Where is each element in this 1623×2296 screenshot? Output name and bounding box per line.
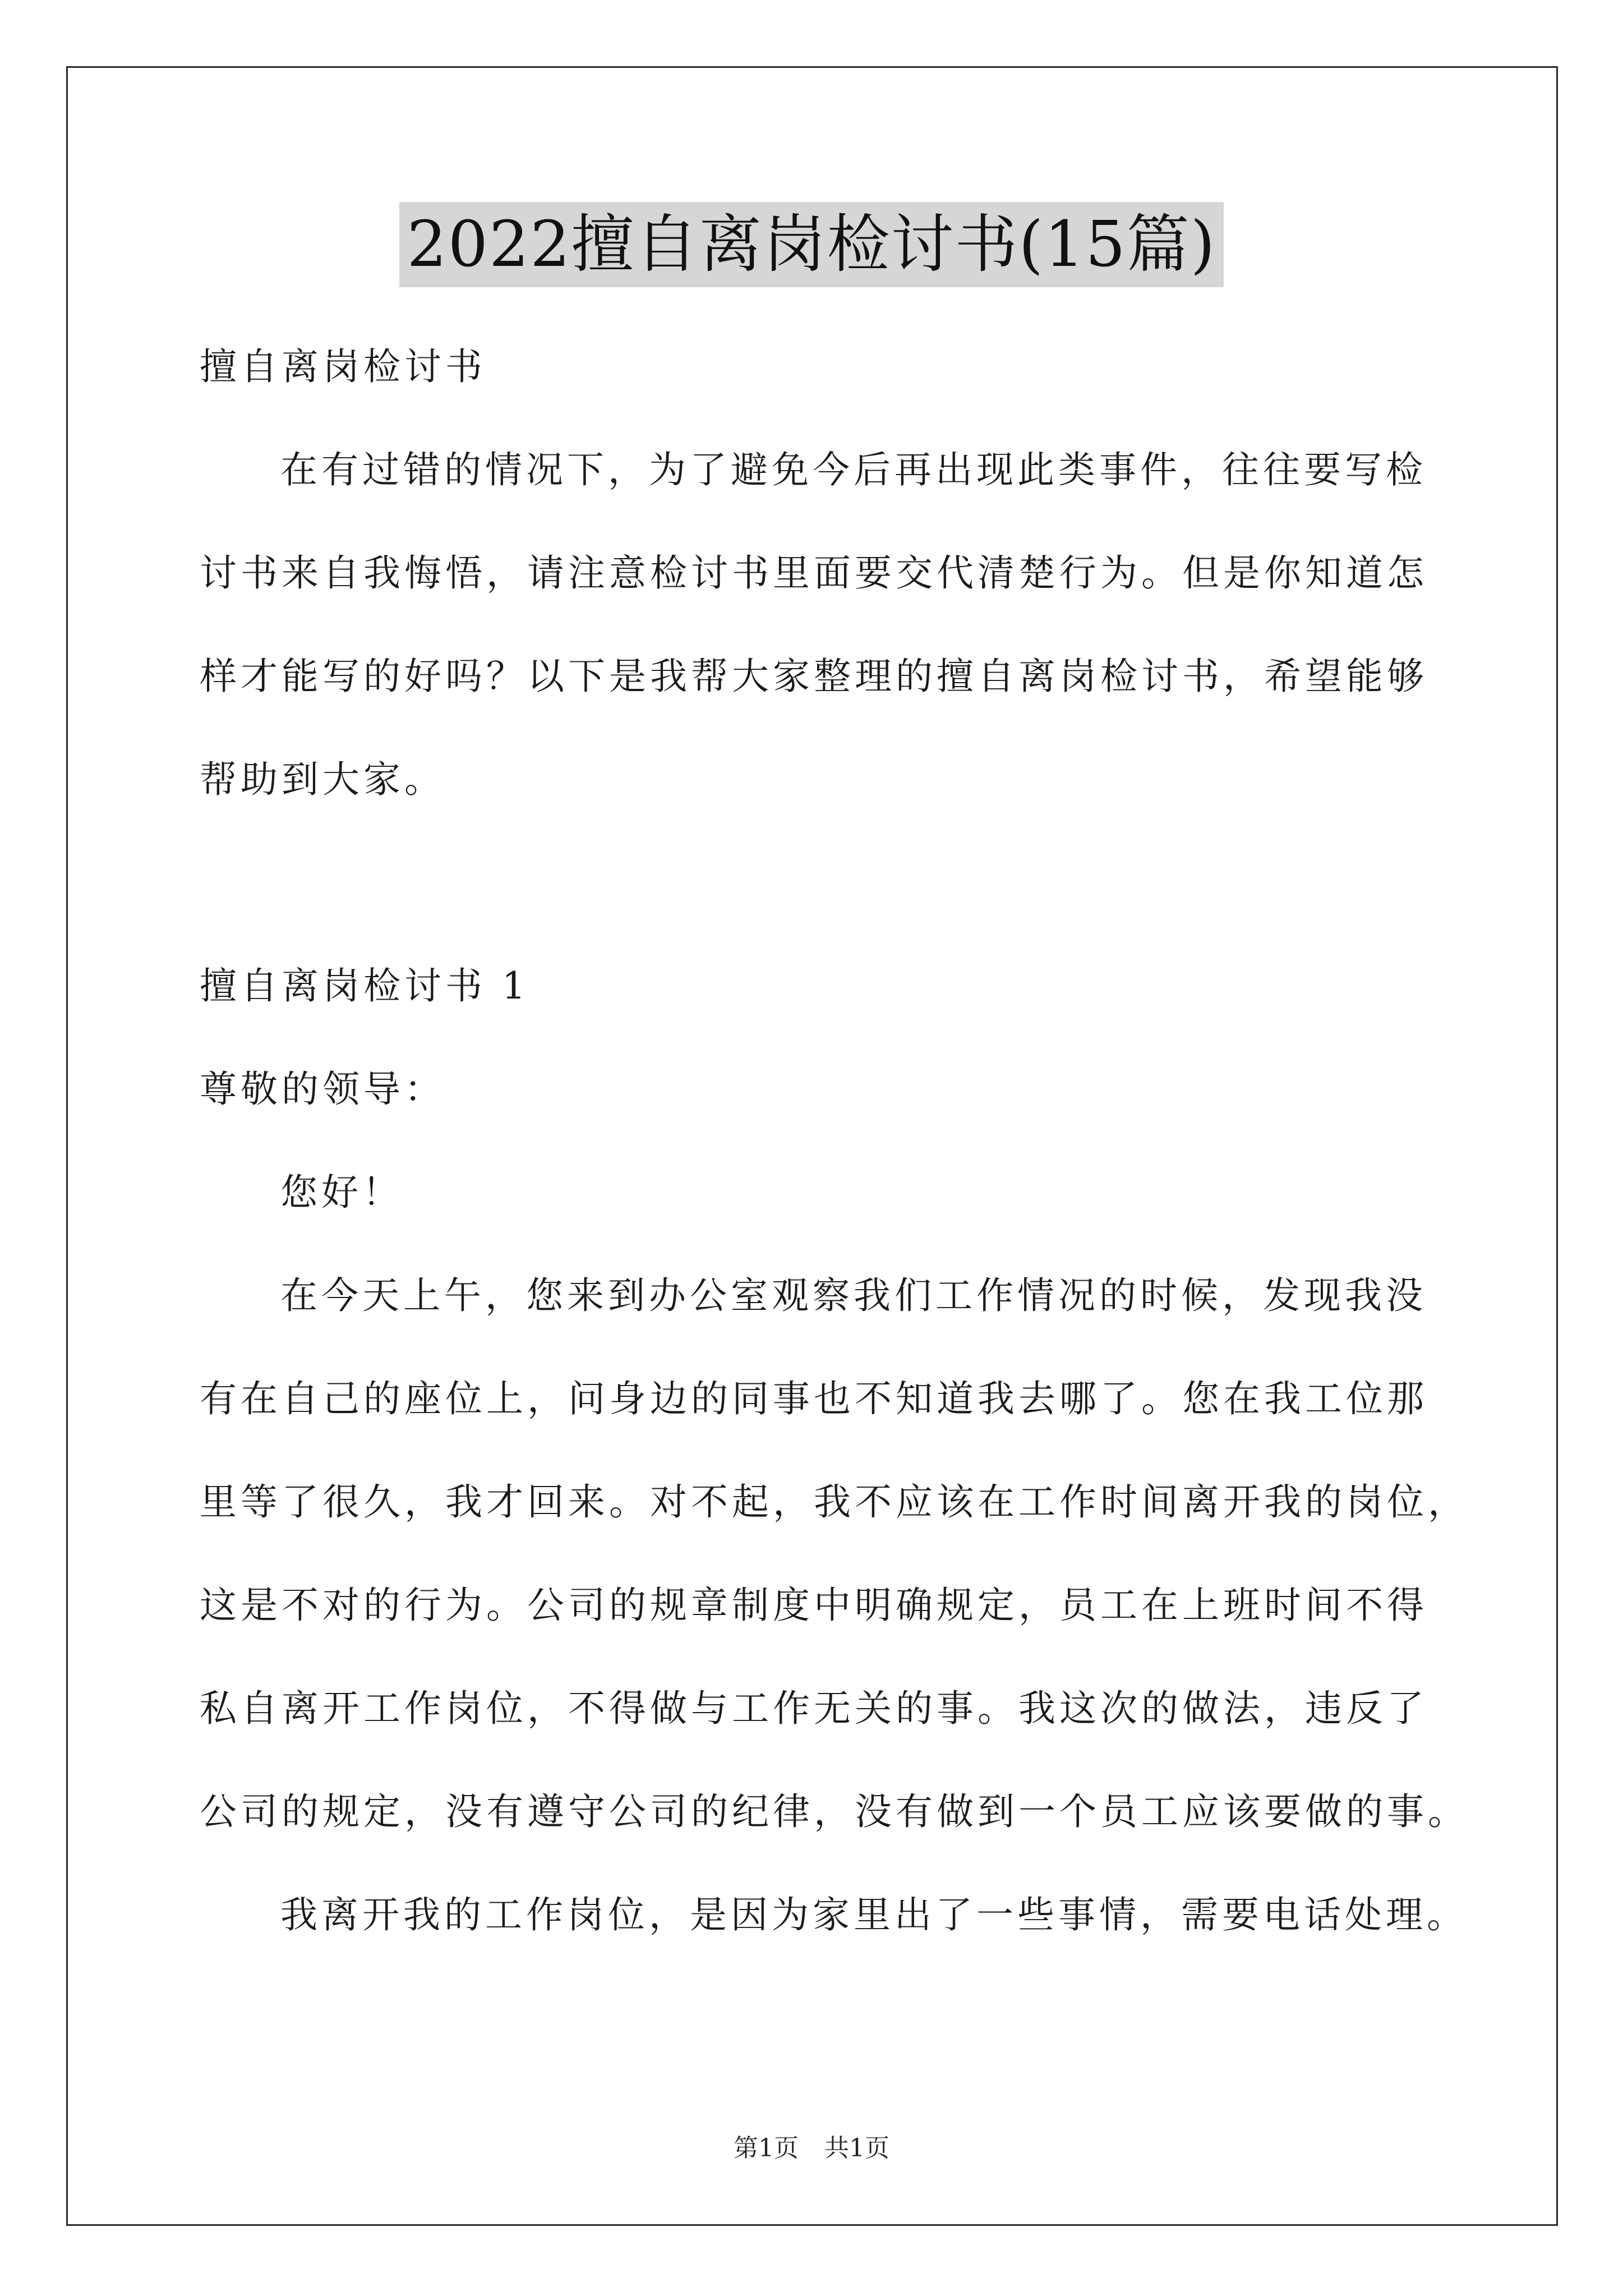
intro-line: 帮助到大家。 <box>200 758 445 801</box>
body-line: 私自离开工作岗位，不得做与工作无关的事。我这次的做法，违反了 <box>200 1687 1428 1730</box>
body-line: 公司的规定，没有遵守公司的纪律，没有做到一个员工应该要做的事。 <box>200 1790 1469 1833</box>
title-container <box>0 202 1623 287</box>
body-line: 有在自己的座位上，问身边的同事也不知道我去哪了。您在我工位那 <box>200 1377 1428 1420</box>
page-number: 第1页 <box>734 2134 799 2162</box>
section-heading: 擅自离岗检讨书 1 <box>200 964 529 1007</box>
page-footer <box>0 2132 1623 2165</box>
intro-line: 在有过错的情况下，为了避免今后再出现此类事件，往往要写检 <box>280 448 1427 491</box>
body-line: 我离开我的工作岗位，是因为家里出了一些事情，需要电话处理。 <box>280 1893 1468 1936</box>
body-line: 里等了很久，我才回来。对不起，我不应该在工作时间离开我的岗位， <box>200 1480 1469 1524</box>
paragraph-gap <box>200 831 1428 935</box>
salutation: 尊敬的领导： <box>200 1068 445 1111</box>
intro-line: 样才能写的好吗？以下是我帮大家整理的擅自离岗检讨书，希望能够 <box>200 655 1428 698</box>
body-line: 这是不对的行为。公司的规章制度中明确规定，员工在上班时间不得 <box>200 1584 1428 1627</box>
document-title: 2022擅自离岗检讨书(15篇) <box>399 202 1224 287</box>
subtitle: 擅自离岗检讨书 <box>200 345 486 388</box>
greeting: 您好！ <box>280 1171 403 1214</box>
document-body <box>200 315 1469 1967</box>
page-total: 共1页 <box>824 2134 889 2162</box>
body-line: 在今天上午，您来到办公室观察我们工作情况的时候，发现我没 <box>280 1274 1427 1317</box>
intro-line: 讨书来自我悔悟，请注意检讨书里面要交代清楚行为。但是你知道怎 <box>200 551 1428 595</box>
